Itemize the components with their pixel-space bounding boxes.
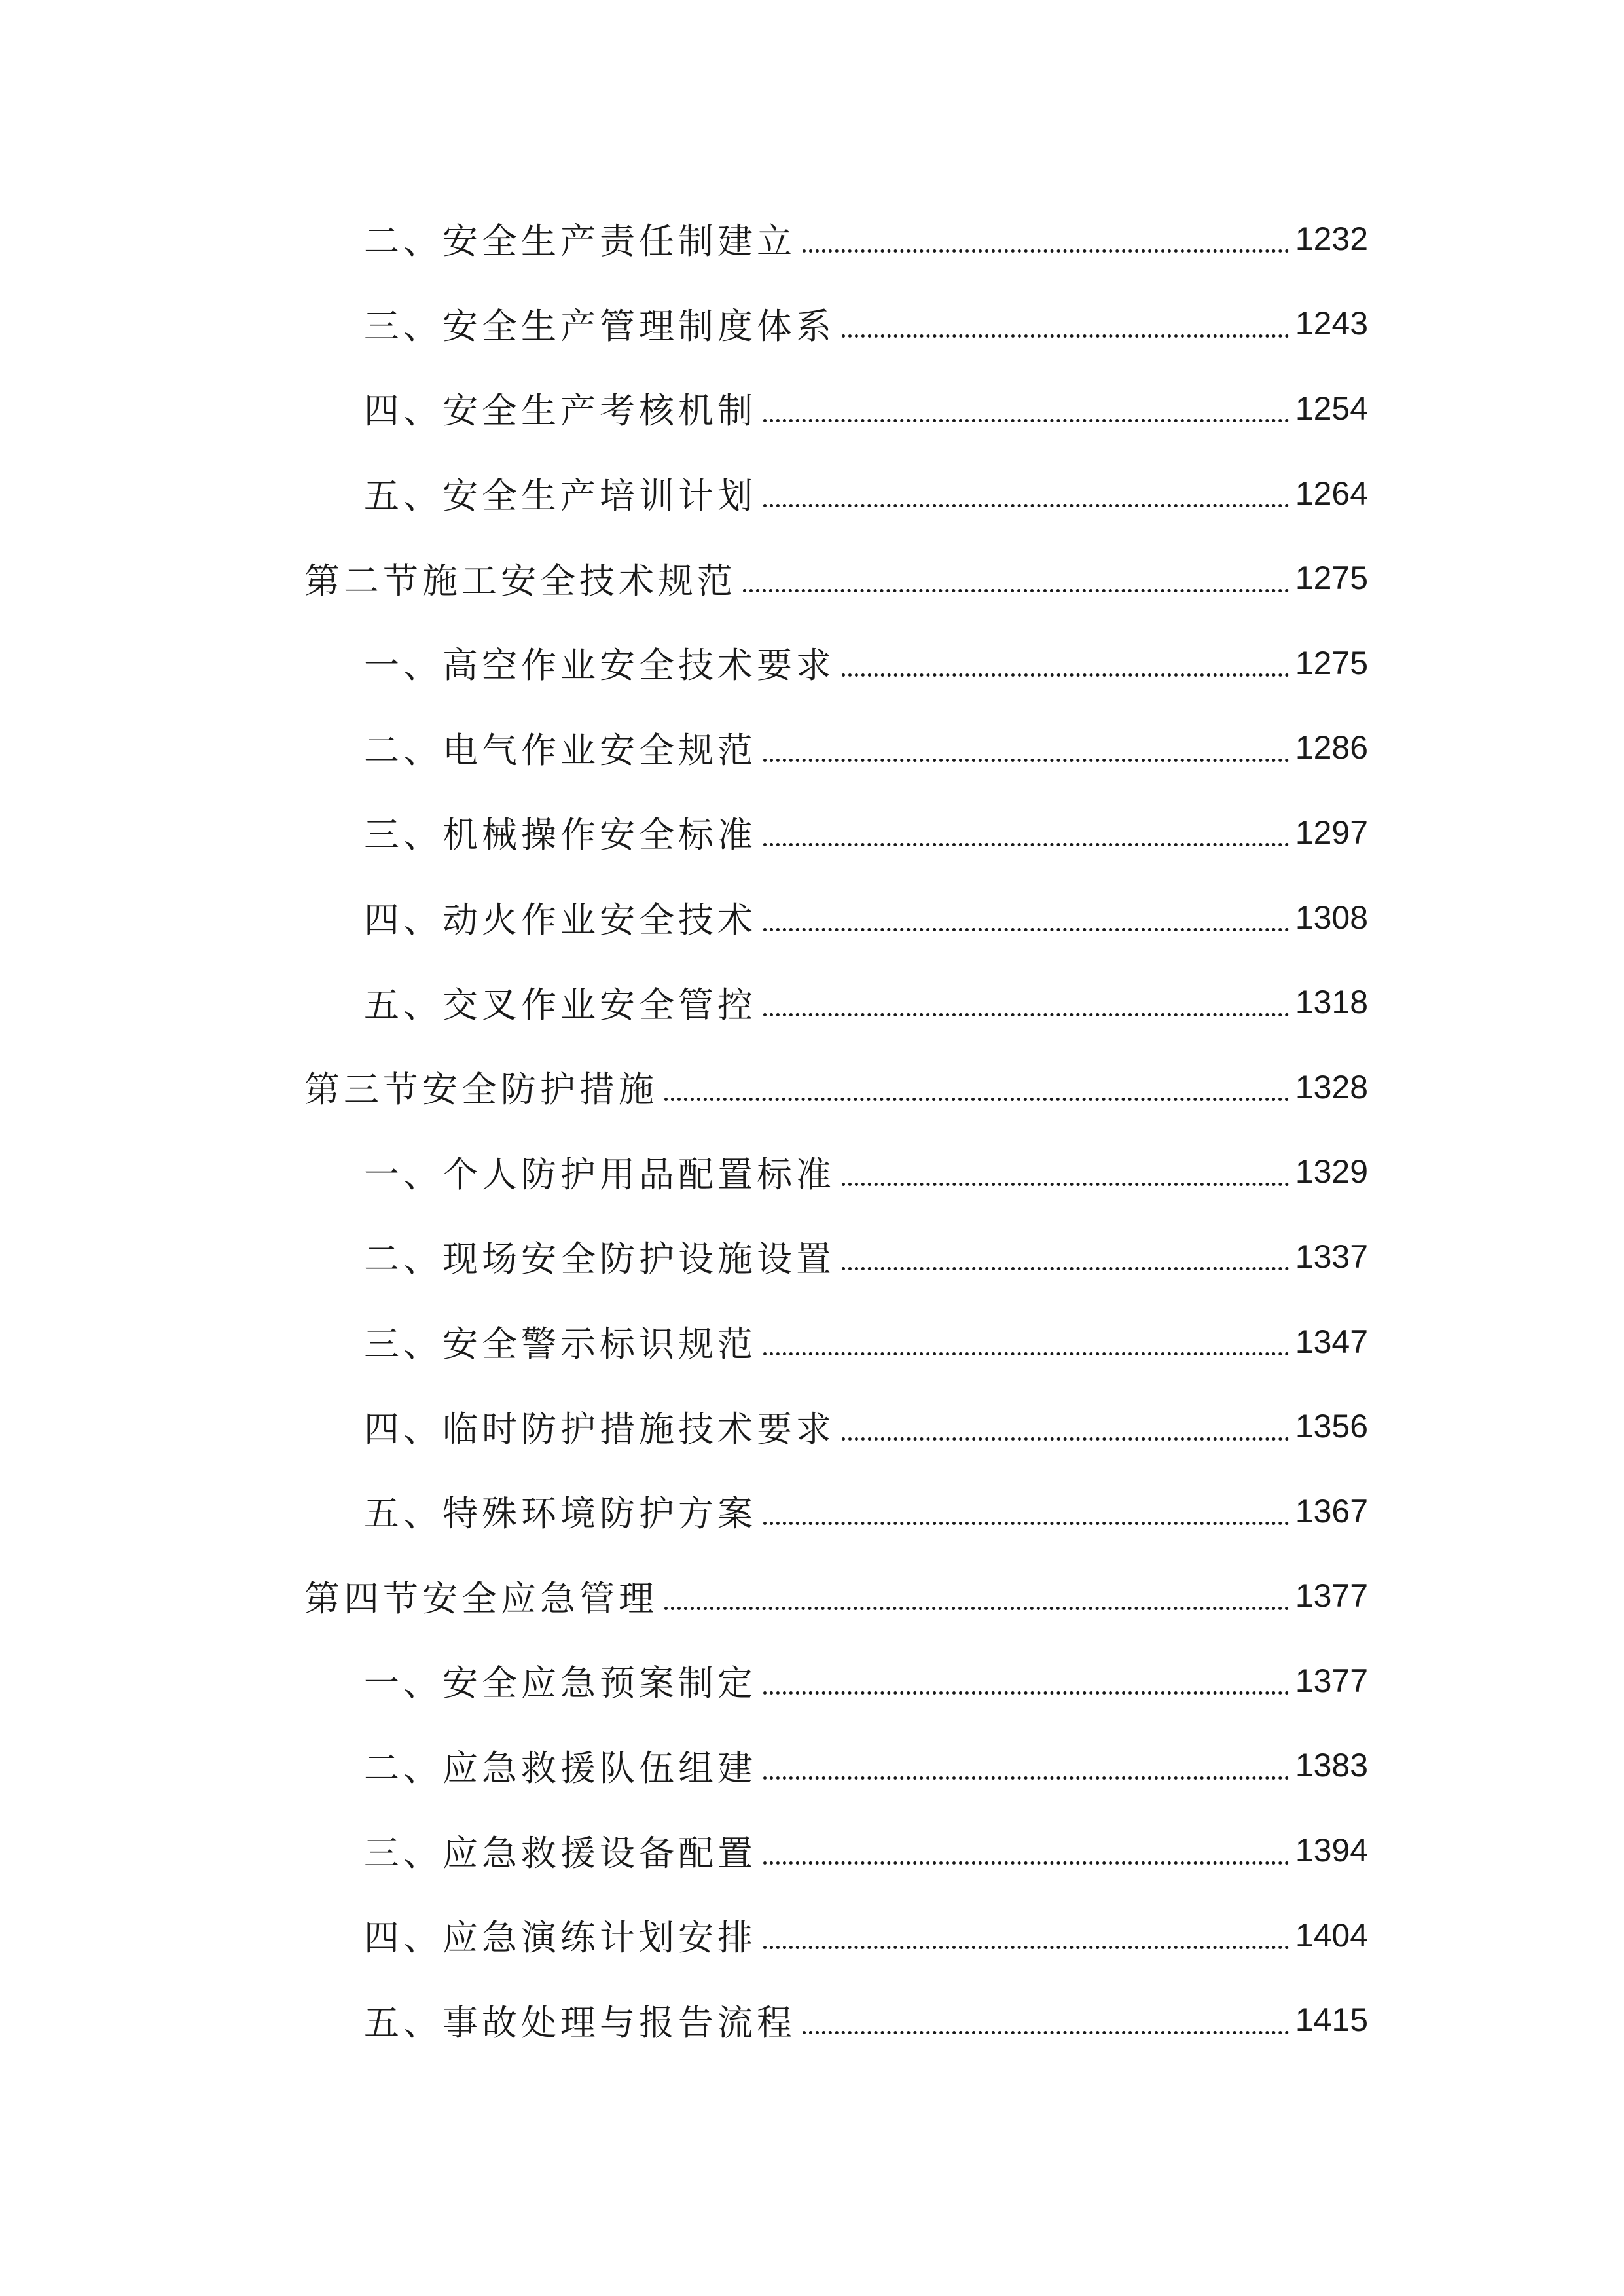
toc-entry-title: 一、个人防护用品配置标准 xyxy=(364,1153,835,1195)
toc-entry-title: 五、交叉作业安全管控 xyxy=(364,984,757,1026)
toc-entry-title: 三、机械操作安全标准 xyxy=(364,814,757,856)
dot-leader xyxy=(763,1486,1289,1525)
table-of-contents xyxy=(0,196,1624,2062)
dot-leader xyxy=(763,384,1289,422)
toc-entry-page: 1347 xyxy=(1295,1323,1368,1360)
toc-entry-page: 1254 xyxy=(1295,389,1368,427)
toc-section-entry[interactable] xyxy=(0,1045,1624,1130)
toc-entry-page: 1243 xyxy=(1295,305,1368,342)
toc-entry-page: 1377 xyxy=(1295,1577,1368,1615)
toc-entry-title: 五、特殊环境防护方案 xyxy=(364,1493,757,1535)
dot-leader xyxy=(842,1147,1289,1186)
toc-entry[interactable] xyxy=(0,1723,1624,1808)
toc-entry-title: 二、安全生产责任制建立 xyxy=(364,221,796,262)
dot-leader xyxy=(803,1996,1289,2034)
toc-entry[interactable] xyxy=(0,281,1624,367)
dot-leader xyxy=(664,1062,1289,1101)
toc-entry-title: 第四节安全应急管理 xyxy=(304,1577,658,1619)
toc-entry-title: 四、动火作业安全技术 xyxy=(364,899,757,941)
dot-leader xyxy=(842,1402,1289,1441)
toc-entry[interactable] xyxy=(0,196,1624,281)
toc-entry-title: 一、高空作业安全技术要求 xyxy=(364,645,835,687)
toc-entry-page: 1383 xyxy=(1295,1747,1368,1784)
toc-entry-title: 四、临时防护措施技术要求 xyxy=(364,1408,835,1450)
toc-entry[interactable] xyxy=(0,1299,1624,1384)
toc-entry-page: 1275 xyxy=(1295,560,1368,597)
dot-leader xyxy=(743,554,1289,592)
toc-entry-page: 1356 xyxy=(1295,1408,1368,1445)
toc-section-entry[interactable] xyxy=(0,535,1624,620)
toc-section-entry[interactable] xyxy=(0,1554,1624,1639)
toc-entry-page: 1286 xyxy=(1295,729,1368,766)
toc-entry-page: 1404 xyxy=(1295,1916,1368,1954)
dot-leader xyxy=(842,299,1289,338)
dot-leader xyxy=(763,1741,1289,1780)
dot-leader xyxy=(803,214,1289,253)
dot-leader xyxy=(763,723,1289,762)
toc-entry-title: 四、安全生产考核机制 xyxy=(364,390,757,432)
dot-leader xyxy=(763,1656,1289,1695)
dot-leader xyxy=(763,1910,1289,1949)
toc-entry-page: 1308 xyxy=(1295,899,1368,936)
toc-entry-page: 1337 xyxy=(1295,1238,1368,1275)
toc-entry-title: 二、现场安全防护设施设置 xyxy=(364,1238,835,1280)
toc-entry[interactable] xyxy=(0,1808,1624,1893)
toc-entry-page: 1394 xyxy=(1295,1832,1368,1869)
toc-entry[interactable] xyxy=(0,1638,1624,1723)
toc-entry[interactable] xyxy=(0,1130,1624,1215)
toc-entry-page: 1264 xyxy=(1295,475,1368,512)
toc-entry[interactable] xyxy=(0,960,1624,1045)
toc-entry-page: 1329 xyxy=(1295,1153,1368,1191)
dot-leader xyxy=(763,469,1289,507)
toc-entry-title: 一、安全应急预案制定 xyxy=(364,1662,757,1704)
toc-entry[interactable] xyxy=(0,706,1624,791)
toc-entry-title: 三、安全警示标识规范 xyxy=(364,1323,757,1365)
dot-leader xyxy=(842,638,1289,677)
toc-entry[interactable] xyxy=(0,1214,1624,1299)
toc-entry-title: 第二节施工安全技术规范 xyxy=(304,560,736,601)
toc-entry-page: 1328 xyxy=(1295,1068,1368,1105)
toc-entry[interactable] xyxy=(0,1977,1624,2062)
toc-entry[interactable] xyxy=(0,451,1624,536)
toc-entry-page: 1275 xyxy=(1295,644,1368,681)
toc-entry[interactable] xyxy=(0,790,1624,875)
toc-entry[interactable] xyxy=(0,1469,1624,1554)
toc-entry-page: 1232 xyxy=(1295,220,1368,257)
toc-entry-title: 三、应急救援设备配置 xyxy=(364,1832,757,1874)
dot-leader xyxy=(763,1826,1289,1865)
toc-entry-title: 二、应急救援队伍组建 xyxy=(364,1747,757,1789)
toc-entry-title: 二、电气作业安全规范 xyxy=(364,729,757,771)
dot-leader xyxy=(763,893,1289,931)
dot-leader xyxy=(763,978,1289,1016)
toc-entry[interactable] xyxy=(0,1384,1624,1469)
dot-leader xyxy=(842,1232,1289,1270)
toc-entry[interactable] xyxy=(0,1893,1624,1978)
toc-entry-page: 1367 xyxy=(1295,1492,1368,1530)
dot-leader xyxy=(763,808,1289,846)
toc-entry-title: 四、应急演练计划安排 xyxy=(364,1917,757,1959)
toc-entry-page: 1377 xyxy=(1295,1662,1368,1699)
dot-leader xyxy=(664,1571,1289,1610)
dot-leader xyxy=(763,1317,1289,1355)
toc-entry[interactable] xyxy=(0,366,1624,451)
toc-entry-page: 1297 xyxy=(1295,814,1368,851)
toc-entry-page: 1318 xyxy=(1295,984,1368,1021)
toc-entry[interactable] xyxy=(0,620,1624,706)
toc-entry-title: 五、安全生产培训计划 xyxy=(364,475,757,517)
toc-entry[interactable] xyxy=(0,875,1624,960)
toc-entry-page: 1415 xyxy=(1295,2001,1368,2039)
toc-entry-title: 五、事故处理与报告流程 xyxy=(364,2001,796,2043)
toc-entry-title: 第三节安全防护措施 xyxy=(304,1069,658,1111)
toc-entry-title: 三、安全生产管理制度体系 xyxy=(364,305,835,347)
